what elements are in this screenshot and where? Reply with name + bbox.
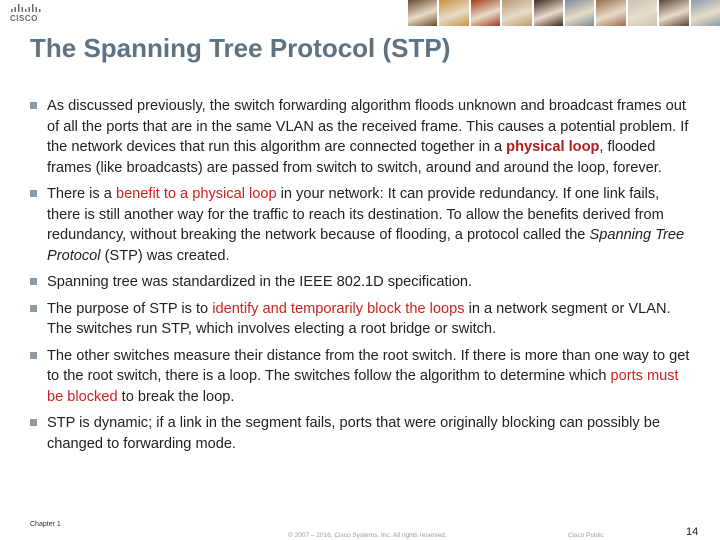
emphasis-text: benefit to a physical loop [115, 186, 277, 202]
bullet-text: Spanning tree was standardized in the IEEE 802.1D specification. [47, 274, 473, 290]
header-photo [691, 0, 720, 26]
bullet-item [30, 299, 696, 340]
photo-strip [408, 0, 720, 26]
header-photo [628, 0, 657, 26]
bullet-item [30, 96, 696, 178]
bullet-item [30, 346, 696, 408]
bullet-list [30, 96, 696, 460]
bullet-text: to break the loop. [117, 388, 235, 405]
emphasis-text: identify and temporarily block the loops [212, 300, 465, 317]
bullet-text: There is a [47, 186, 116, 202]
bullet-item [30, 413, 696, 454]
bullet-text: in your network: It can provide redundancy. If one link fails, there is still another way for the traffic to reach its destination. To allow the benefits derived from redundancy, without breaking the network because of flooding, a protocol called the [47, 186, 664, 243]
copyright-notice: © 2007 – 2016, Cisco Systems, Inc. All rights reserved. [288, 532, 447, 539]
bullet-square-icon [30, 419, 37, 426]
header-photo [439, 0, 468, 26]
bullet-text: The other switches measure their distance from the root switch. If there is more than one way to get to the root switch, there is a loop. The switches follow the algorithm to determine which [47, 347, 690, 384]
emphasis-text: physical loop [506, 139, 600, 155]
bullet-square-icon [30, 305, 37, 312]
header-photo [471, 0, 500, 26]
cisco-logo [10, 4, 44, 24]
bullet-text: in a network segment or VLAN. The switches run STP, which involves electing a root bridge or switch. [47, 300, 671, 337]
bullet-text: (STP) was created. [100, 247, 230, 264]
logo-text: CISCO [10, 14, 38, 23]
header-strip [0, 0, 720, 26]
header-photo [659, 0, 688, 26]
bullet-text: As discussed previously, the switch forwarding algorithm floods unknown and broadcast frames out of all the ports that are in the same VLAN as the received frame. This causes a potential problem. If the network devices that run this algorithm are connected together in a [47, 98, 689, 155]
page-number: 14 [686, 526, 699, 538]
header-photo [565, 0, 594, 26]
chapter-label: Chapter 1 [30, 521, 61, 528]
header-photo [502, 0, 531, 26]
footer [0, 518, 720, 540]
header-photo [596, 0, 625, 26]
bullet-square-icon [30, 278, 37, 285]
bullet-square-icon [30, 352, 37, 359]
slide-title: The Spanning Tree Protocol (STP) [30, 33, 451, 63]
bullet-text: , flooded frames (like broadcasts) are passed from switch to switch, around and around the loop, forever. [47, 139, 662, 176]
emphasis-text: Spanning Tree Protocol [47, 227, 685, 264]
header-photo [408, 0, 437, 26]
bullet-square-icon [30, 102, 37, 109]
bullet-item [30, 184, 696, 266]
bullet-text: The purpose of STP is to [47, 300, 213, 317]
bullet-item [30, 272, 696, 293]
emphasis-text: ports must be blocked [47, 368, 679, 405]
bullet-square-icon [30, 190, 37, 197]
classification-label: Cisco Public [568, 532, 604, 539]
cisco-bridge-icon [10, 4, 44, 13]
bullet-text: STP is dynamic; if a link in the segment fails, ports that were originally blocking can possibly be changed to forwarding mode. [47, 415, 660, 452]
header-photo [534, 0, 563, 26]
